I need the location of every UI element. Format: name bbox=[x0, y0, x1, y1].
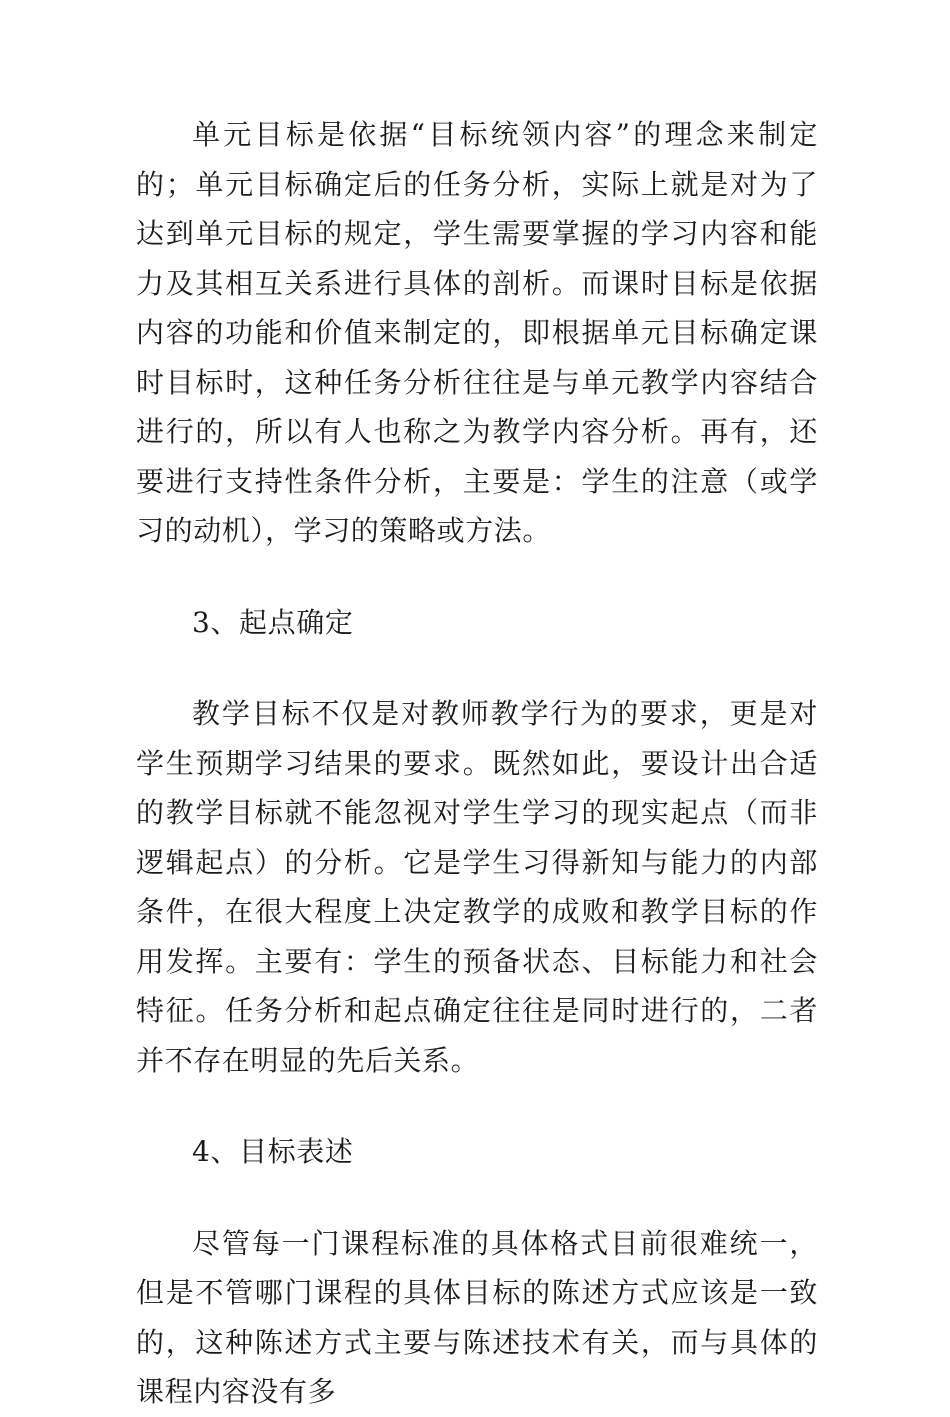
paragraph-gap bbox=[136, 556, 818, 598]
paragraph-gap bbox=[136, 647, 818, 689]
section-heading-starting-point: 3、起点确定 bbox=[192, 605, 354, 639]
paragraph-gap bbox=[136, 1177, 818, 1219]
document-page bbox=[136, 110, 818, 1417]
section-heading-goal-statement: 4、目标表述 bbox=[192, 1135, 354, 1168]
paragraph-unit-goals: 单元目标是依据“目标统领内容”的理念来制定的；单元目标确定后的任务分析，实际上就是对为了达到单元目标的规定，学生需要掌握的学习内容和能力及其相互关系进行具体的剖析。而课时目标是依据内容的功能和价值来制定的，即根据单元目标确定课时目标时，这种任务分析往往是与单元教学内容结合进行的，所以有人也称之为教学内容分析。再有，还要进行支持性条件分析，主要是：学生的注意（或学习的动机），学习的策略或方法。 bbox=[136, 118, 818, 547]
paragraph-starting-point: 教学目标不仅是对教师教学行为的要求，更是对学生预期学习结果的要求。既然如此，要设计出合适的教学目标就不能忽视对学生学习的现实起点（而非逻辑起点）的分析。它是学生习得新知与能力的内部条件，在很大程度上决定教学的成败和教学目标的作用发挥。主要有：学生的预备状态、目标能力和社会特征。任务分析和起点确定往往是同时进行的，二者并不存在明显的先后关系。 bbox=[136, 697, 818, 1077]
paragraph-gap bbox=[136, 1085, 818, 1127]
paragraph-goal-statement: 尽管每一门课程标准的具体格式目前很难统一，但是不管哪门课程的具体目标的陈述方式应该是一致的，这种陈述方式主要与陈述技术有关，而与具体的课程内容没有多 bbox=[136, 1226, 818, 1408]
